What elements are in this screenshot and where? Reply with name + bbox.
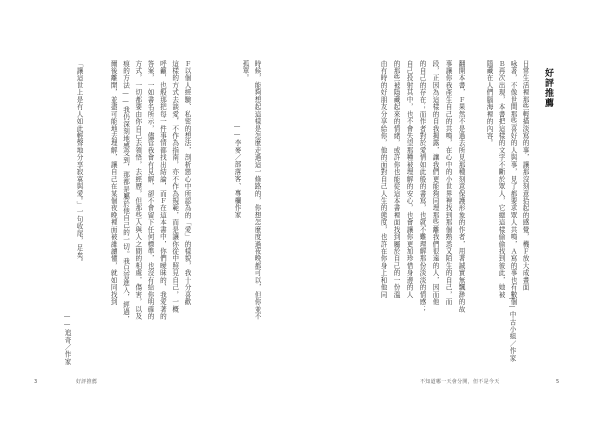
text-column: 咏著，不像世間那些喜好的人與事，見了都要求眾人共鳴，Ａ寫的事也有數個 bbox=[509, 60, 517, 306]
text-column: 方式，一切都要由你自己去領悟，去經歷，但那些人與人之間的相處，傷害，以及 bbox=[133, 60, 142, 320]
text-column: 事讓你我產生自己的共鳴，在心中的小世界裡找到那個熟悉又陌生的自己，而 bbox=[444, 60, 452, 306]
signature-1: ——中古小組／作家 bbox=[508, 294, 516, 362]
running-head: 不知道哪一天會分開，但不是今天 bbox=[420, 379, 500, 385]
page-title: 好評推薦 bbox=[543, 68, 553, 108]
text-column: 翻開本書，Ｆ果然不是過去所見那種刻意保護形象的作者，用著誠實無飄渺的故 bbox=[457, 60, 465, 313]
signature-2: ——李麥／部落客、專欄作家 bbox=[233, 122, 241, 219]
running-head: 好評推薦 bbox=[76, 379, 98, 385]
text-column: 孤單。 bbox=[241, 60, 249, 82]
text-column: 的自己的存在；而作者對於愛情如此般的書寫，也就不難理解那份淡淡的情感； bbox=[418, 60, 426, 313]
text-column: 爾後離開，並盡可能地去理解，讓自己在某個夜晚裡面被誰讀懂，就如同找到 bbox=[109, 60, 118, 306]
text-column: 痕的方法——我仍深刻地感受到，那都是屬於他自己的一切。我只管進入，經過， bbox=[121, 60, 130, 323]
text-column: 的那些被隱藏起來的情緒，或許你也能從這本書裡面找到屬於自己的一份溫 bbox=[392, 60, 400, 299]
text-column: Ｆ以個人經驗、私密的想法，剖析戀心中所認為的「愛」的樣貌，我十分喜歡 bbox=[183, 60, 191, 306]
text-column: 由有時的好朋友分享給你，他的面對自己人生的態度，也許在你身上和他同 bbox=[379, 60, 387, 299]
signature-3: ——追奇／作家 bbox=[63, 311, 71, 365]
text-column: 呼籲，也般那把每一件事情都找出結論，而Ｆ在這本書中，你們曖昧的、我愛著的 bbox=[158, 60, 167, 320]
right-page bbox=[300, 0, 600, 425]
text-column: 這樣的方式去談愛，不作為指南，亦不作為規範，而是讓你從中照見自己，一概 bbox=[170, 60, 179, 313]
text-column: 段，正因為這樣的自我揭露，讓我們更能夠同理那些離我們很遠的人，因而他 bbox=[431, 60, 439, 306]
text-column: Ｂ再次出現，本書把這樣的文字不斷於眾人，它總這樣偷偷找到彼此，她被 bbox=[497, 60, 505, 299]
text-column: 隱藏在人們腦海裡的內容。 bbox=[485, 60, 493, 147]
text-column: 日常生活裡那些輕描淡寫的事，讓那沒刻意拾起的感覺，機Ｆ放大成畫面 bbox=[521, 60, 529, 292]
text-column: 「讓這世上是有人如此輕聲地分享寂寞與愛。」一句收尾，足矣。 bbox=[75, 60, 83, 267]
text-column: 時候，能夠想起這樣是怎麼走過這一條路的，你想怎麼度過夜晚都可以，但你並不 bbox=[253, 60, 261, 320]
text-column: 自己投射其中，也不會失望那種被理解的安心，也會讓你更加珍惜身邊的人 bbox=[405, 60, 413, 299]
text-column: 答案，一如書名所示，儘管我會有見解，卻不會留下任何標準，也沒有給你明確的 bbox=[146, 60, 155, 320]
page-number: 3 bbox=[34, 379, 38, 385]
page-number: 5 bbox=[556, 379, 560, 385]
